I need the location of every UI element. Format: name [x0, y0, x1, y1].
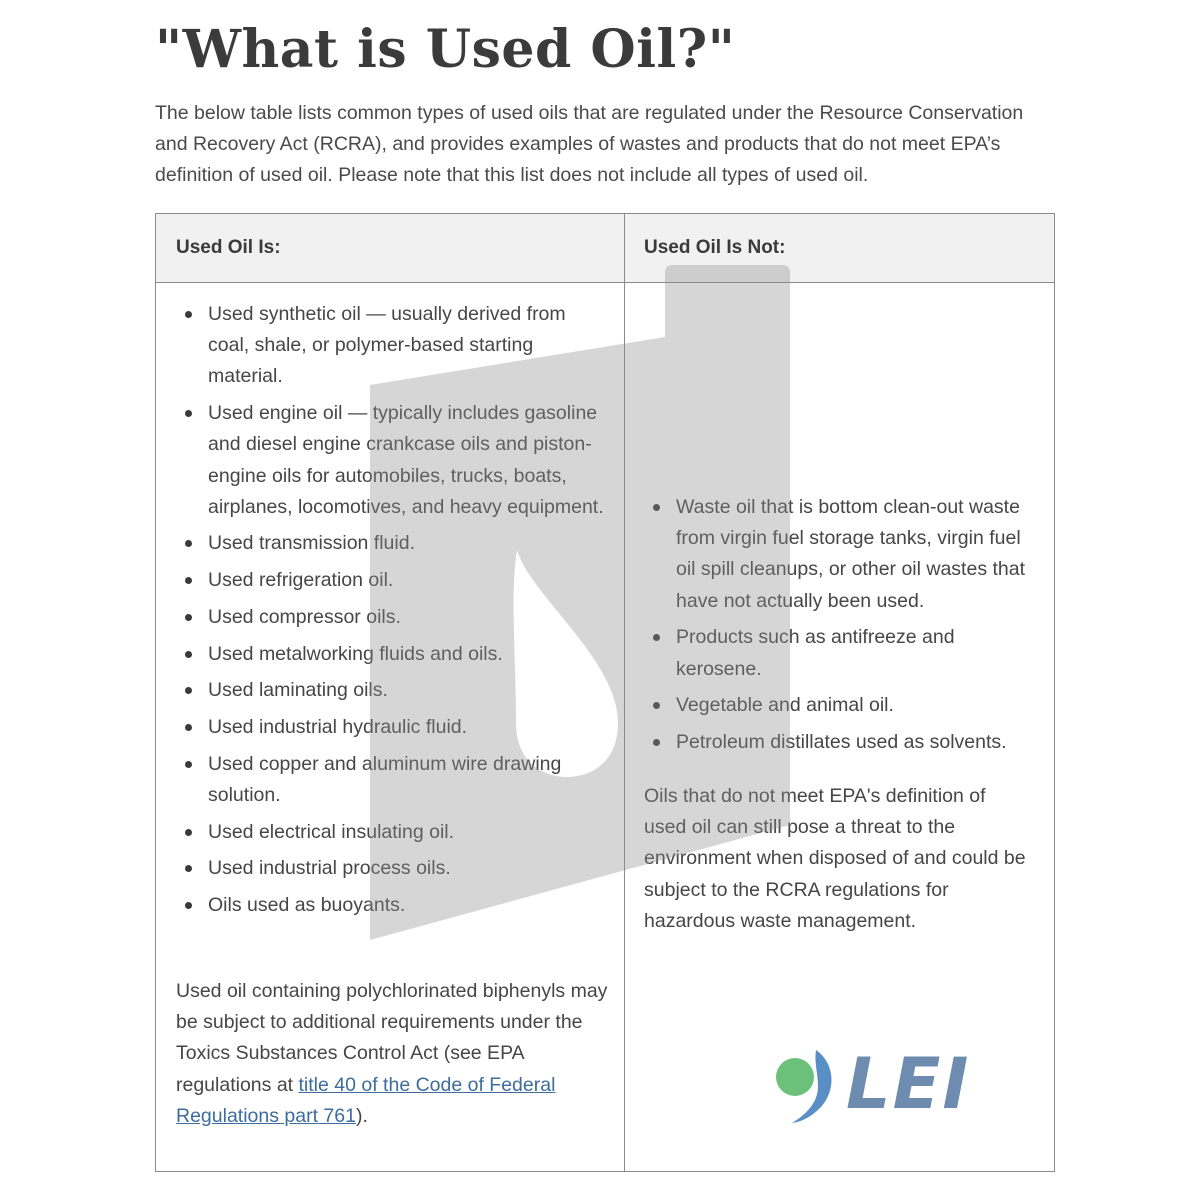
list-item: Vegetable and animal oil.: [644, 690, 1044, 721]
list-item: Oils used as buoyants.: [176, 890, 608, 921]
used-oil-table: [155, 213, 1055, 1172]
page-title: "What is Used Oil?": [155, 19, 736, 80]
list-item: Used electrical insulating oil.: [176, 817, 608, 848]
list-item: Used metalworking fluids and oils.: [176, 639, 608, 670]
list-item: Used synthetic oil — usually derived from coal, shale, or polymer-based starting material.: [176, 299, 608, 393]
list-item: Used compressor oils.: [176, 602, 608, 633]
intro-paragraph: The below table lists common types of used oils that are regulated under the Resource Conservation and Recovery Act (RCRA), and provides examples of wastes and products that do not meet EPA’s definition of used oil. Please note that this list does not include all types of used oil.: [155, 102, 1024, 186]
list-item: Used copper and aluminum wire drawing solution.: [176, 749, 608, 811]
list-item: Used refrigeration oil.: [176, 565, 608, 596]
list-item: Used industrial process oils.: [176, 853, 608, 884]
list-item: Used laminating oils.: [176, 675, 608, 706]
pcb-note: [176, 976, 611, 1132]
list-item: Used industrial hydraulic fluid.: [176, 712, 608, 743]
rcra-threat-note: Oils that do not meet EPA's definition of used oil can still pose a threat to the environment when disposed of and could be subject to the RCRA regulations for hazardous waste management.: [644, 785, 1026, 932]
table-header-row: [156, 214, 1054, 283]
list-item: Used transmission fluid.: [176, 528, 608, 559]
column-divider: [624, 214, 625, 1171]
list-item: Petroleum distillates used as solvents.: [644, 727, 1044, 758]
cfr-part-761-link[interactable]: title 40 of the Code of Federal Regulations part 761: [176, 1073, 556, 1127]
list-item: Waste oil that is bottom clean-out waste from virgin fuel storage tanks, virgin fuel oil spill cleanups, or other oil wastes that have not actually been used.: [644, 492, 1044, 617]
used-oil-is-list: [176, 299, 608, 927]
used-oil-is-not-list: [644, 492, 1044, 764]
list-item: Used engine oil — typically includes gasoline and diesel engine crankcase oils and piston-engine oils for automobiles, trucks, boats, airplanes, locomotives, and heavy equipment.: [176, 398, 608, 523]
header-used-oil-is-not: Used Oil Is Not:: [644, 237, 786, 258]
header-used-oil-is: Used Oil Is:: [176, 237, 281, 258]
lei-wordmark: LEI: [846, 1043, 971, 1125]
pcb-note-end: ).: [355, 1104, 368, 1127]
lei-drop-logo-icon: [774, 1046, 844, 1126]
list-item: Products such as antifreeze and kerosene.: [644, 622, 1044, 684]
pcb-note-text: Used oil containing polychlorinated biphenyls may be subject to additional requirements under the Toxics Substances Control Act (see EPA regulations at: [176, 980, 608, 1096]
lei-logo: [774, 1043, 1004, 1126]
